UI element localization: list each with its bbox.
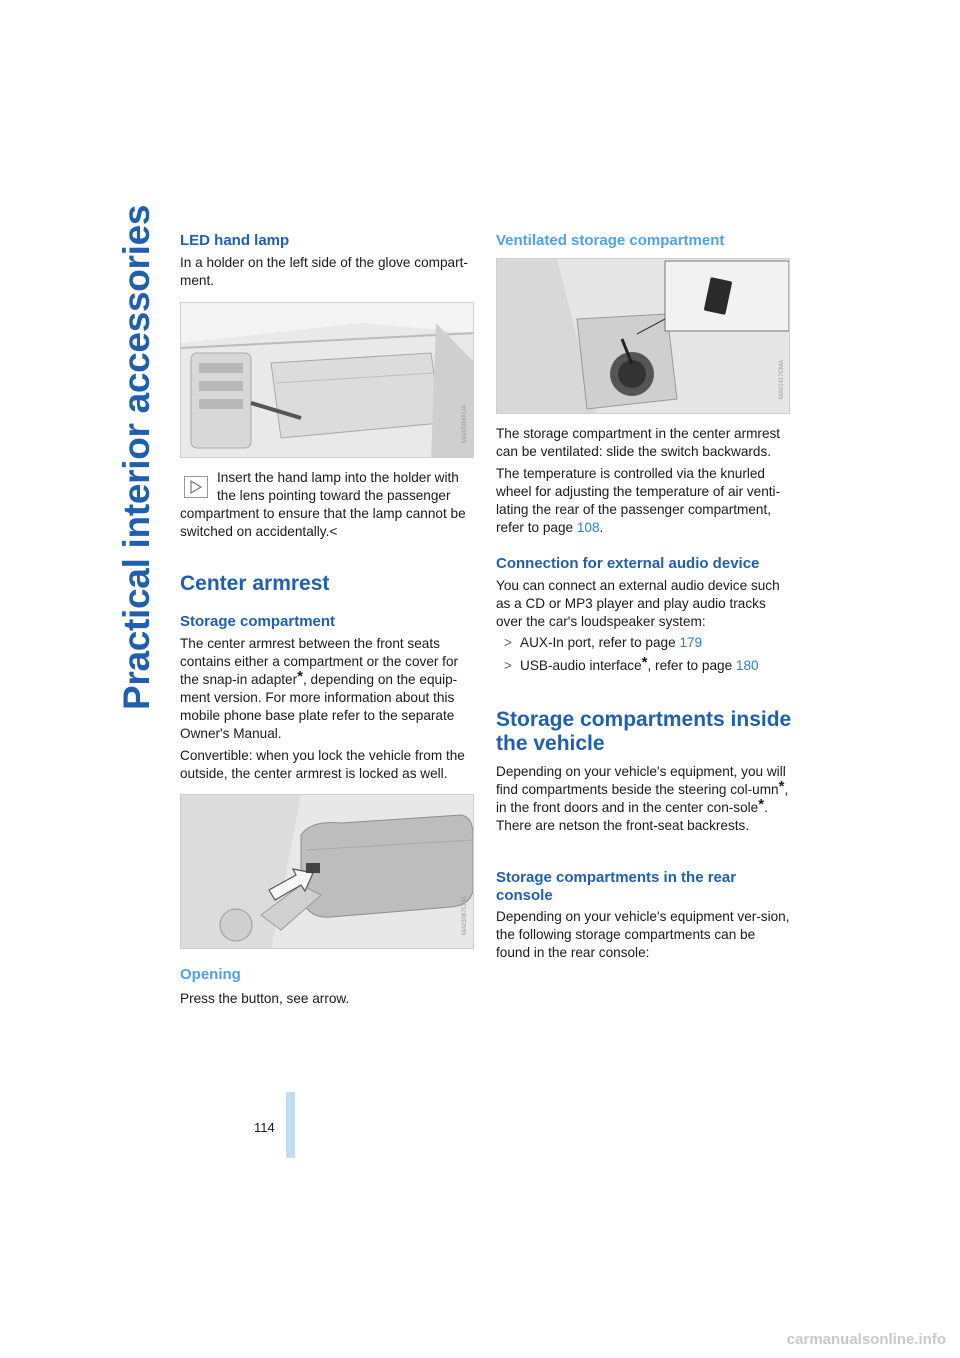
- note-line-1: Insert the hand lamp into the holder with: [217, 470, 459, 485]
- external-audio-heading: Connection for external audio device: [496, 555, 760, 572]
- list-item: > USB-audio interface*, refer to page 180: [504, 654, 759, 673]
- rear-console-heading: Storage compartments in the rear console: [496, 869, 737, 904]
- svg-text:MA03087CMA: MA03087CMA: [462, 895, 468, 935]
- ventilated-compartment-illustration: [496, 258, 790, 414]
- page-number-bar: [286, 1092, 295, 1158]
- list-item: > AUX-In port, refer to page 179: [504, 635, 703, 650]
- page-number: 114: [254, 1120, 275, 1135]
- end-mark: <: [329, 524, 338, 539]
- storage-inside-paragraph: Depending on your vehicle's equipment, you will find compartments beside the steering col-umn*, in the front doors and in the center con-sole*. There are netson the front-seat backrests.: [496, 764, 789, 833]
- footer-watermark: carmanualsonline.info: [786, 1331, 946, 1348]
- storage-inside-heading: Storage compartments inside the vehicle: [496, 708, 792, 755]
- led-hand-lamp-heading: LED hand lamp: [180, 232, 290, 249]
- page-180-link[interactable]: 180: [735, 658, 759, 673]
- chapter-side-title: [112, 30, 162, 710]
- opening-heading: Opening: [180, 966, 241, 983]
- ventilated-paragraph-1: The storage compartment in the center armrest can be ventilated: slide the switch backwards.: [496, 426, 781, 459]
- opening-paragraph: Press the button, see arrow.: [180, 991, 350, 1006]
- rear-console-paragraph: Depending on your vehicle's equipment ver-sion, the following storage compartments can be found in the rear console:: [496, 909, 790, 960]
- svg-text:MA01417CMA: MA01417CMA: [779, 359, 785, 399]
- convertible-paragraph: Convertible: when you lock the vehicle from the outside, the center armrest is locked as well.: [180, 748, 465, 781]
- page-108-link[interactable]: 108: [576, 520, 600, 535]
- external-audio-paragraph: You can connect an external audio device such as a CD or MP3 player and play audio tracks over the car's loudspeaker system:: [496, 578, 780, 629]
- audio-options-list: [496, 634, 792, 680]
- play-triangle-icon: [185, 477, 207, 497]
- note-line-2: the lens pointing toward the passenger: [217, 488, 451, 503]
- note-paragraph: compartment to ensure that the lamp cannot be switched on accidentally.<: [180, 506, 466, 539]
- glove-compartment-illustration: [180, 302, 474, 458]
- svg-text:MA02034KUA: MA02034KUA: [462, 404, 468, 443]
- ventilated-paragraph-2: The temperature is controlled via the knurled wheel for adjusting the temperature of air venti-lating the rear of the passenger compartment, refer to page 108.: [496, 466, 781, 535]
- led-hand-lamp-paragraph: In a holder on the left side of the glove compart-ment.: [180, 255, 468, 288]
- chapter-title-text: Practical interior accessories: [116, 204, 157, 710]
- storage-compartment-paragraph: The center armrest between the front seats contains either a compartment or the cover for the snap-in adapter*, depending on the equip-ment version. For more information about this mobile phone base plate refer to the separate Owner's Manual.: [180, 636, 459, 741]
- storage-compartment-heading: Storage compartment: [180, 613, 336, 630]
- page-179-link[interactable]: 179: [679, 635, 703, 650]
- center-armrest-illustration: [180, 794, 474, 949]
- note-icon-box: [184, 476, 208, 498]
- ventilated-storage-heading: Ventilated storage compartment: [496, 232, 725, 249]
- equipment-star: *: [297, 668, 303, 685]
- center-armrest-heading: Center armrest: [180, 572, 330, 595]
